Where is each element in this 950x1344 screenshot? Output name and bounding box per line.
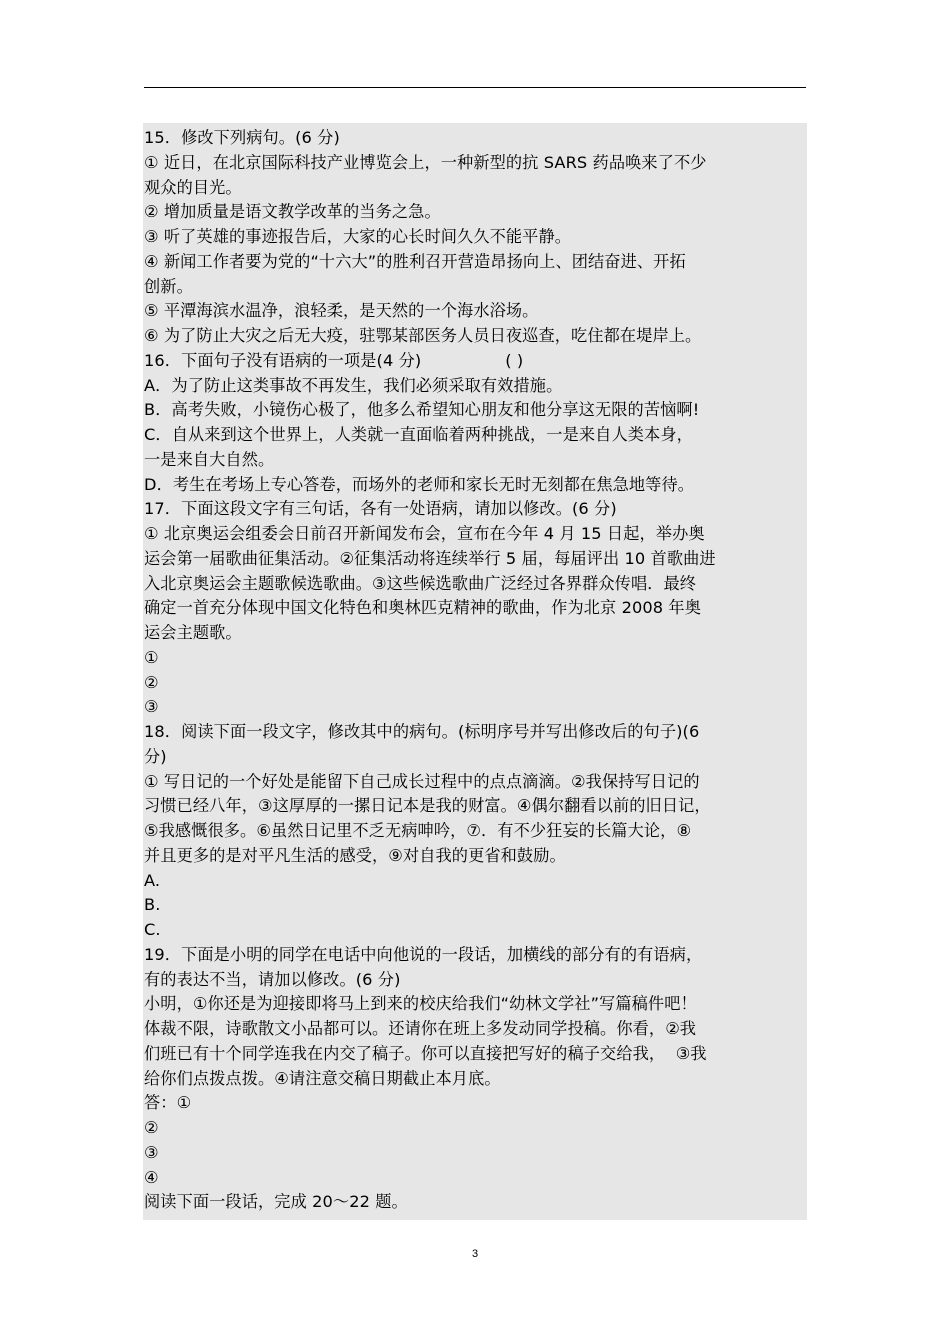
- option-d: D．考生在考场上专心答卷，而场外的老师和家长无时无刻都在焦急地等待。: [144, 474, 695, 494]
- document-body: [144, 126, 812, 1215]
- text-line: ③ 听了英雄的事迹报告后，大家的心长时间久久不能平静。: [144, 227, 572, 246]
- text-line: 小明，①你还是为迎接即将马上到来的校庆给我们“幼林文学社”写篇稿件吧！: [144, 994, 697, 1014]
- answer-slot: ④: [144, 1167, 159, 1187]
- question-15-title: 15．修改下列病句。(6 分): [144, 128, 340, 147]
- answer-slot: ③: [144, 697, 159, 717]
- text-line: 一是来自大自然。: [144, 449, 275, 469]
- answer-slot: 答：①: [144, 1093, 192, 1113]
- text-line: 并且更多的是对平凡生活的感受，⑨对自我的更省和鼓励。: [144, 845, 566, 865]
- header-rule: [144, 87, 806, 88]
- text-line: 运会第一届歌曲征集活动。②征集活动将连续举行 5 届，每届评出 10 首歌曲进: [144, 548, 716, 568]
- text-line: ⑤我感慨很多。⑥虽然日记里不乏无病呻吟，⑦．有不少狂妄的长篇大论，⑧: [144, 821, 692, 840]
- text-line: ⑤ 平潭海滨水温净，浪轻柔，是天然的一个海水浴场。: [144, 301, 539, 321]
- text-line: 确定一首充分体现中国文化特色和奥林匹克精神的歌曲，作为北京 2008 年奥: [144, 598, 701, 618]
- option-b: B．高考失败，小镜伤心极了，他多么希望知心朋友和他分享这无限的苦恼啊!: [144, 400, 700, 420]
- answer-slot: ②: [144, 672, 159, 692]
- text-line: 入北京奥运会主题歌候选歌曲。③这些候选歌曲广泛经过各界群众传唱．最终: [144, 573, 697, 593]
- question-16-title: 16．下面句子没有语病的一项是(4 分) ( ): [144, 350, 524, 370]
- text-line: ⑥ 为了防止大灾之后无大疫，驻鄂某部医务人员日夜巡查，吃住都在堤岸上。: [144, 326, 702, 345]
- text-line: ② 增加质量是语文教学改革的当务之急。: [144, 202, 441, 222]
- answer-slot: ③: [144, 1142, 159, 1162]
- answer-slot: ②: [144, 1118, 159, 1137]
- question-19-title: 19．下面是小明的同学在电话中向他说的一段话，加横线的部分有的有语病，: [144, 944, 703, 964]
- answer-slot: A.: [144, 870, 161, 890]
- text-line: 观众的目光。: [144, 177, 242, 197]
- text-line: 给你们点拨点拨。④请注意交稿日期截止本月底。: [144, 1068, 501, 1088]
- page-number: 3: [471, 1248, 479, 1260]
- text-line: ① 北京奥运会组委会日前召开新闻发布会，宣布在今年 4 月 15 日起，举办奥: [144, 524, 705, 543]
- text-line: 体裁不限，诗歌散文小品都可以。还请你在班上多发动同学投稿。你看，②我: [144, 1019, 697, 1038]
- option-c: C．自从来到这个世界上，人类就一直面临着两种挑战，一是来自人类本身，: [144, 425, 693, 444]
- answer-slot: B.: [144, 895, 161, 915]
- text-line: ① 写日记的一个好处是能留下自己成长过程中的点点滴滴。②我保持写日记的: [144, 771, 700, 791]
- reading-instruction: 阅读下面一段话，完成 20～22 题。: [144, 1192, 408, 1212]
- question-17-title: 17．下面这段文字有三句话，各有一处语病，请加以修改。(6 分): [144, 499, 617, 519]
- answer-slot: C.: [144, 920, 161, 939]
- answer-slot: ①: [144, 647, 159, 667]
- text-line: 有的表达不当，请加以修改。(6 分): [144, 969, 401, 989]
- text-line: ④ 新闻工作者要为党的“十六大”的胜利召开营造昂扬向上、团结奋进、开拓: [144, 251, 686, 271]
- text-line: 创新。: [144, 276, 193, 296]
- option-a: A．为了防止这类事故不再发生，我们必须采取有效措施。: [144, 375, 563, 395]
- text-line: 们班已有十个同学连我在内交了稿子。你可以直接把写好的稿子交给我， ③我: [144, 1043, 707, 1063]
- text-line: 习惯已经八年，③这厚厚的一摞日记本是我的财富。④偶尔翻看以前的旧日记，: [144, 796, 711, 816]
- text-line: 分): [144, 746, 167, 766]
- text-line: ① 近日，在北京国际科技产业博览会上，一种新型的抗 SARS 药品唤来了不少: [144, 152, 707, 172]
- text-line: 运会主题歌。: [144, 623, 242, 642]
- question-18-title: 18．阅读下面一段文字，修改其中的病句。(标明序号并写出修改后的句子)(6: [144, 722, 700, 741]
